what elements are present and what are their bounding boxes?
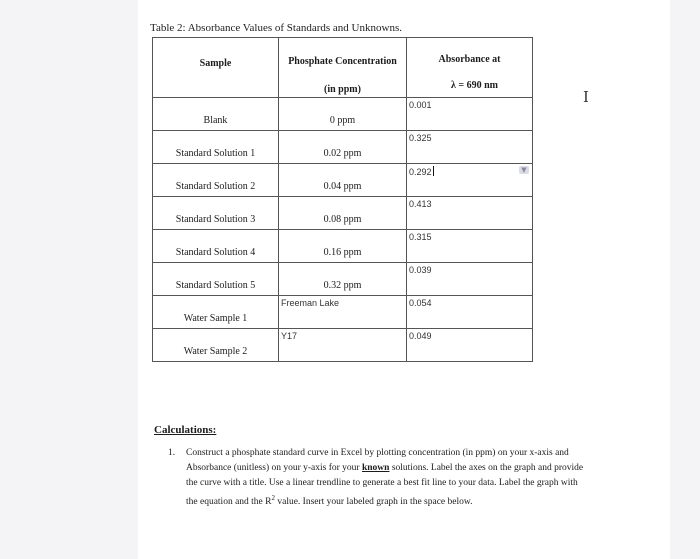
cell-sample	[153, 230, 279, 263]
table-caption: Table 2: Absorbance Values of Standards and Unknowns.	[150, 22, 402, 34]
sample-name: Blank	[203, 115, 228, 126]
absorbance-input[interactable]: 0.413	[409, 199, 432, 209]
sample-name: Standard Solution 5	[175, 280, 256, 291]
table-row	[153, 263, 533, 296]
header-absorbance-label: Absorbance at	[438, 54, 501, 65]
absorbance-input-active[interactable]: 0.292	[409, 167, 432, 177]
sample-name: Water Sample 1	[183, 313, 248, 324]
cell-concentration[interactable]	[279, 263, 407, 296]
cell-concentration[interactable]	[279, 164, 407, 197]
header-concentration-unit: (in ppm)	[324, 84, 361, 95]
cell-absorbance[interactable]	[407, 296, 533, 329]
concentration-value: 0.08 ppm	[323, 214, 362, 225]
calculations-instructions	[186, 446, 588, 510]
header-absorbance	[407, 38, 533, 98]
absorbance-input[interactable]: 0.315	[409, 232, 432, 242]
sample-name: Standard Solution 1	[175, 148, 256, 159]
cell-concentration[interactable]	[279, 296, 407, 329]
cell-concentration[interactable]	[279, 230, 407, 263]
concentration-value: 0.04 ppm	[323, 181, 362, 192]
table-row	[153, 296, 533, 329]
concentration-value: 0.32 ppm	[323, 280, 362, 291]
concentration-value: 0 ppm	[329, 115, 356, 126]
cell-sample	[153, 296, 279, 329]
sample-name: Water Sample 2	[183, 346, 248, 357]
concentration-value: 0.16 ppm	[323, 247, 362, 258]
absorbance-input[interactable]: 0.325	[409, 133, 432, 143]
cell-absorbance-active[interactable]	[407, 164, 533, 197]
instruction-text-end: value. Insert your labeled graph in the space below.	[277, 497, 473, 508]
calculations-heading: Calculations:	[154, 424, 217, 436]
concentration-input[interactable]: Freeman Lake	[281, 298, 340, 308]
cell-sample	[153, 263, 279, 296]
cell-sample	[153, 98, 279, 131]
instruction-text-middle: solutions. Label the axes on the graph and provide the curve with a title. Use a linear trendline to generate a best fit line to your data. Label the graph with the equation and the R	[186, 463, 584, 508]
cell-concentration[interactable]	[279, 131, 407, 164]
cell-absorbance[interactable]	[407, 329, 533, 362]
table-row	[153, 197, 533, 230]
absorbance-input[interactable]: 0.001	[409, 100, 432, 110]
instruction-text-start: Construct a phosphate standard curve in Excel by plotting concentration (in ppm) on your x-axis and Absorbance (unitless) on your y-axis for your	[186, 448, 569, 473]
sample-name: Standard Solution 3	[175, 214, 256, 225]
table-header-row	[153, 38, 533, 98]
table-row	[153, 230, 533, 263]
table-row	[153, 131, 533, 164]
cell-concentration[interactable]	[279, 98, 407, 131]
header-concentration	[279, 38, 407, 98]
table-row	[153, 98, 533, 131]
item-number: 1.	[168, 448, 176, 458]
cell-concentration[interactable]	[279, 329, 407, 362]
absorbance-input[interactable]: 0.049	[409, 331, 432, 341]
cell-sample	[153, 164, 279, 197]
cell-sample	[153, 197, 279, 230]
cell-sample	[153, 131, 279, 164]
sample-name: Standard Solution 4	[175, 247, 256, 258]
concentration-input[interactable]: Y17	[281, 331, 298, 341]
cell-absorbance[interactable]	[407, 230, 533, 263]
table-row	[153, 329, 533, 362]
cell-absorbance[interactable]	[407, 131, 533, 164]
absorbance-table	[152, 37, 533, 362]
cell-sample	[153, 329, 279, 362]
header-absorbance-wavelength: λ = 690 nm	[450, 80, 498, 91]
dropdown-arrow-icon[interactable]: ▼	[519, 166, 529, 174]
absorbance-input[interactable]: 0.054	[409, 298, 432, 308]
header-concentration-label: Phosphate Concentration	[288, 56, 397, 67]
r-squared-superscript: 2	[271, 494, 275, 502]
cell-concentration[interactable]	[279, 197, 407, 230]
header-sample	[153, 38, 279, 98]
calculations-item	[168, 446, 588, 510]
header-sample-label: Sample	[199, 58, 232, 69]
concentration-value: 0.02 ppm	[323, 148, 362, 159]
instruction-emphasis: known	[361, 463, 390, 473]
absorbance-input[interactable]: 0.039	[409, 265, 432, 275]
cell-absorbance[interactable]	[407, 263, 533, 296]
sample-name: Standard Solution 2	[175, 181, 256, 192]
text-cursor-icon: I	[583, 88, 589, 106]
cell-absorbance[interactable]	[407, 197, 533, 230]
table-row	[153, 164, 533, 197]
cell-absorbance[interactable]	[407, 98, 533, 131]
